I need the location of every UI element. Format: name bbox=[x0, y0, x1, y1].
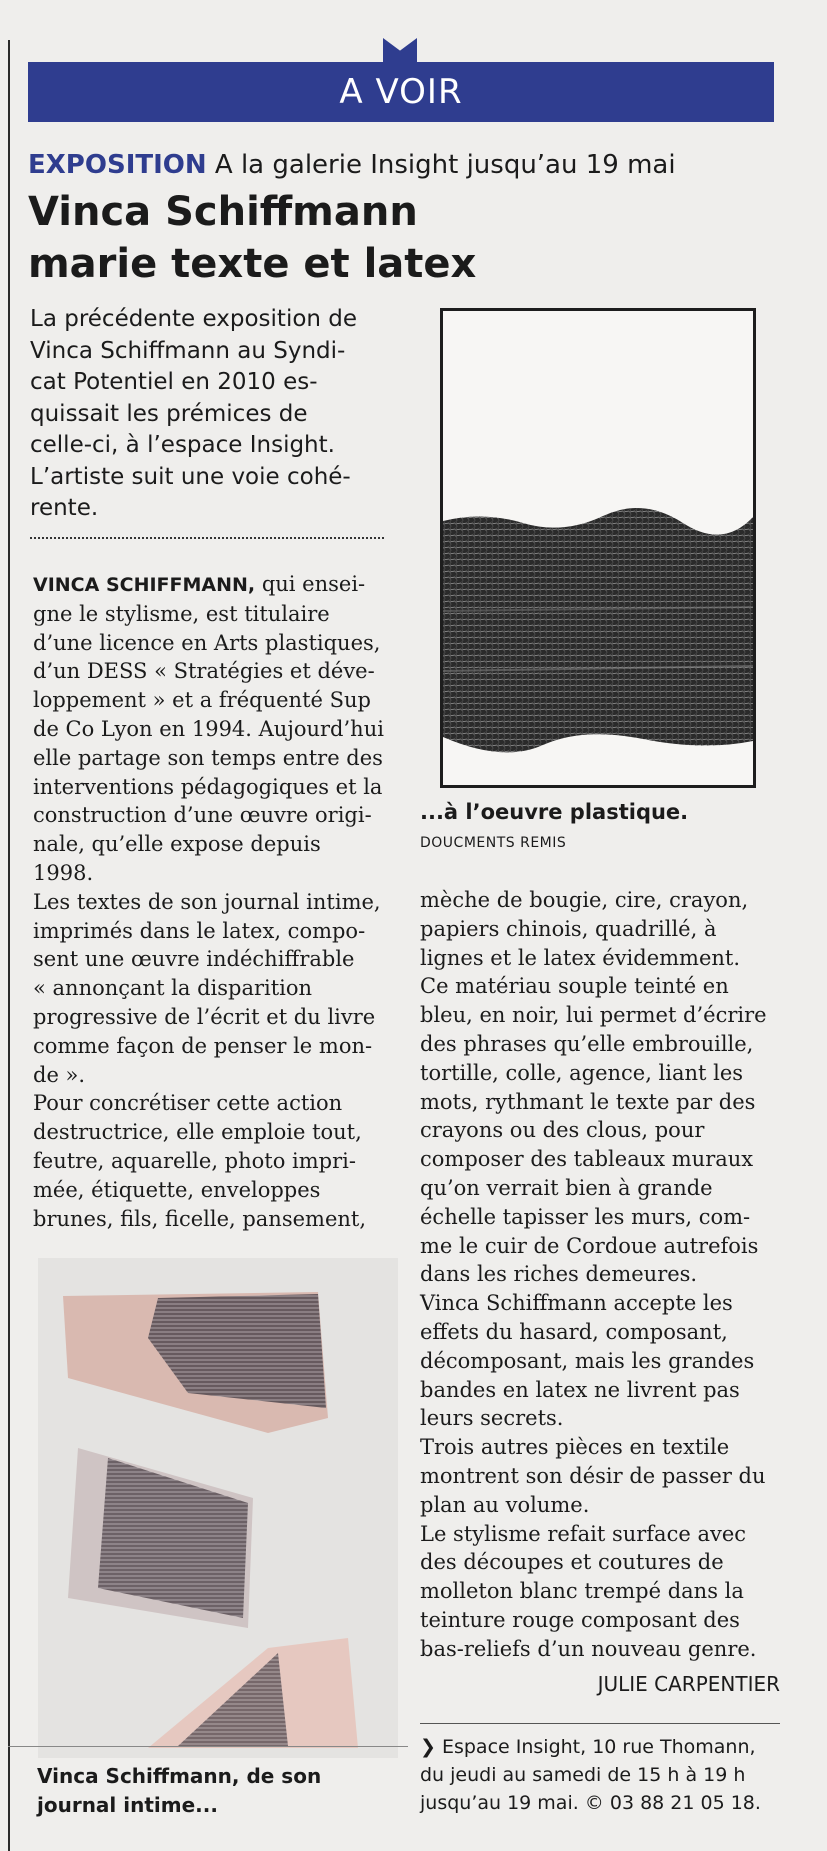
body-line: sent une œuvre indéchiffrable bbox=[33, 947, 355, 972]
body-line: Vinca Schiffmann accepte les bbox=[420, 1291, 733, 1316]
body-line: destructrice, elle emploie tout, bbox=[33, 1120, 362, 1145]
body-line: décomposant, mais les grandes bbox=[420, 1348, 755, 1373]
body-line: bas-reliefs d’un nouveau genre. bbox=[420, 1636, 757, 1661]
body-line: leurs secrets. bbox=[420, 1406, 564, 1431]
photo-caption-right: ...à l’oeuvre plastique. bbox=[420, 800, 689, 824]
body-line: me le cuir de Cordoue autrefois bbox=[420, 1233, 759, 1258]
dotted-separator bbox=[30, 537, 384, 539]
body-line: gne le stylisme, est titulaire bbox=[33, 601, 330, 626]
info-line: jusqu’au 19 mai. © 03 88 21 05 18. bbox=[420, 1792, 761, 1814]
body-line: construction d’une œuvre origi- bbox=[33, 803, 372, 828]
body-line: tortille, colle, agence, liant les bbox=[420, 1060, 744, 1085]
body-line: de Co Lyon en 1994. Aujourd’hui bbox=[33, 716, 384, 741]
body-line: plan au volume. bbox=[420, 1492, 590, 1517]
body-line bbox=[33, 570, 413, 600]
body-line: brunes, fils, ficelle, pansement, bbox=[33, 1206, 367, 1231]
photo-caption-left bbox=[37, 1762, 321, 1820]
caption-line: Vinca Schiffmann, de son bbox=[37, 1764, 322, 1788]
body-text: qui ensei- bbox=[255, 572, 366, 596]
headline-line: Vinca Schiffmann bbox=[28, 189, 418, 235]
kicker-tag: EXPOSITION bbox=[28, 150, 207, 180]
section-banner-label: A VOIR bbox=[339, 72, 463, 112]
body-line: effets du hasard, composant, bbox=[420, 1319, 728, 1344]
info-line bbox=[420, 1733, 800, 1761]
lead-line: celle-ci, à l’espace Insight. bbox=[30, 432, 335, 458]
lead-line: rente. bbox=[30, 495, 99, 521]
body-line: molleton blanc trempé dans la bbox=[420, 1579, 744, 1604]
body-line: des phrases qu’elle embrouille, bbox=[420, 1031, 754, 1056]
body-line: imprimés dans le latex, compo- bbox=[33, 918, 366, 943]
caption-line: journal intime... bbox=[37, 1793, 218, 1817]
body-line: loppement » et a fréquenté Sup bbox=[33, 688, 371, 713]
practical-info bbox=[420, 1733, 800, 1817]
body-line: comme façon de penser le mon- bbox=[33, 1033, 373, 1058]
headline-line: marie texte et latex bbox=[28, 241, 477, 287]
body-line: montrent son désir de passer du bbox=[420, 1463, 766, 1488]
body-line: d’une licence en Arts plastiques, bbox=[33, 630, 381, 655]
info-text: Espace Insight, 10 rue Thomann, bbox=[441, 1736, 756, 1758]
lead-line: cat Potentiel en 2010 es- bbox=[30, 369, 318, 395]
lead-line: La précédente exposition de bbox=[30, 306, 358, 332]
body-line: lignes et le latex évidemment. bbox=[420, 945, 741, 970]
body-line: Ce matériau souple teinté en bbox=[420, 974, 729, 999]
body-line: Les textes de son journal intime, bbox=[33, 889, 381, 914]
headline bbox=[28, 186, 476, 290]
lead-paragraph bbox=[30, 304, 400, 525]
arrow-marker-icon: ❯ bbox=[420, 1736, 442, 1758]
body-line: bleu, en noir, lui permet d’écrire bbox=[420, 1003, 767, 1028]
info-line: du jeudi au samedi de 15 h à 19 h bbox=[420, 1764, 746, 1786]
article-column-2 bbox=[420, 886, 800, 1664]
body-line: interventions pédagogiques et la bbox=[33, 774, 383, 799]
body-line: bandes en latex ne livrent pas bbox=[420, 1377, 740, 1402]
body-line: elle partage son temps entre des bbox=[33, 745, 383, 770]
body-line: progressive de l’écrit et du livre bbox=[33, 1004, 376, 1029]
author-name-lead: VINCA SCHIFFMANN, bbox=[33, 574, 256, 596]
body-line: feutre, aquarelle, photo impri- bbox=[33, 1148, 356, 1173]
lead-line: quissait les prémices de bbox=[30, 400, 308, 427]
lead-line: L’artiste suit une voie cohé- bbox=[30, 463, 351, 490]
body-line: mée, étiquette, enveloppes bbox=[33, 1177, 321, 1202]
body-line: Trois autres pièces en textile bbox=[420, 1435, 730, 1460]
kicker bbox=[28, 150, 676, 180]
body-line: mèche de bougie, cire, crayon, bbox=[420, 888, 749, 912]
bottom-rule bbox=[8, 1746, 408, 1747]
author-signature: JULIE CARPENTIER bbox=[597, 1672, 780, 1696]
body-line: teinture rouge composant des bbox=[420, 1607, 740, 1632]
article-column-1 bbox=[33, 570, 413, 1233]
body-line: des découpes et coutures de bbox=[420, 1550, 724, 1575]
body-line: d’un DESS « Stratégies et déve- bbox=[33, 659, 375, 684]
latex-artwork-image bbox=[443, 311, 753, 785]
body-line: papiers chinois, quadrillé, à bbox=[420, 916, 717, 941]
body-line: 1998. bbox=[33, 860, 94, 885]
kicker-text: A la galerie Insight jusqu’au 19 mai bbox=[206, 150, 676, 180]
left-column-rule bbox=[8, 40, 10, 1851]
artwork-photo-left bbox=[38, 1258, 398, 1758]
lead-line: Vinca Schiffmann au Syndi- bbox=[30, 337, 346, 364]
body-line: Le stylisme refait surface avec bbox=[420, 1521, 747, 1546]
body-line: de ». bbox=[33, 1062, 86, 1087]
artwork-photo-right bbox=[440, 308, 756, 788]
body-line: dans les riches demeures. bbox=[420, 1262, 698, 1287]
body-line: composer des tableaux muraux bbox=[420, 1147, 754, 1172]
body-line: Pour concrétiser cette action bbox=[33, 1091, 343, 1116]
body-line: nale, qu’elle expose depuis bbox=[33, 832, 321, 857]
body-line: crayons ou des clous, pour bbox=[420, 1118, 705, 1143]
journal-artwork-image bbox=[38, 1258, 398, 1758]
body-line: « annonçant la disparition bbox=[33, 976, 313, 1001]
info-separator bbox=[420, 1723, 780, 1724]
body-line: mots, rythmant le texte par des bbox=[420, 1089, 756, 1114]
body-line: qu’on verrait bien à grande bbox=[420, 1175, 713, 1200]
photo-credit: DOUCMENTS REMIS bbox=[420, 835, 567, 851]
body-line: échelle tapisser les murs, com- bbox=[420, 1204, 751, 1229]
